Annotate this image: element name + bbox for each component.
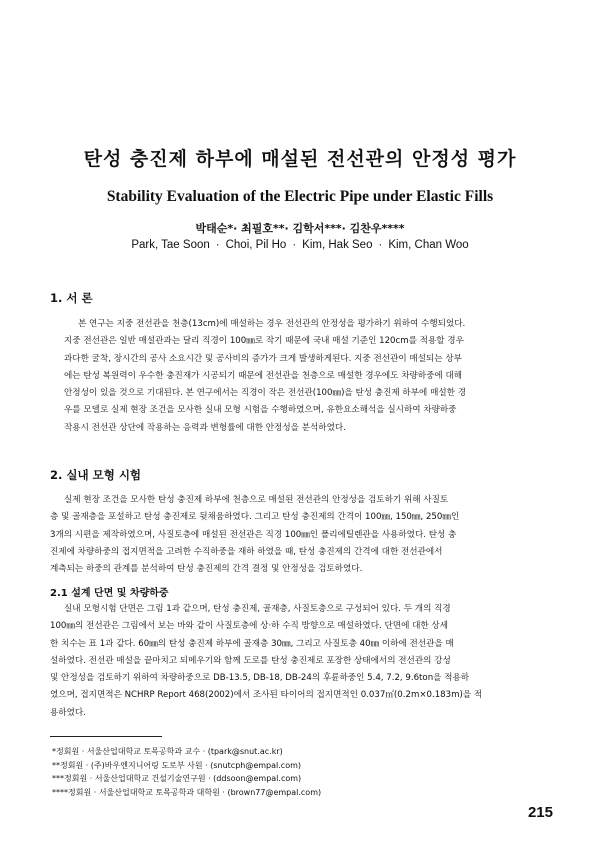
text-line: 실제 현장 조건을 모사한 탄성 충진제 하부에 천층으로 매설된 전선관의 안정성을 검토하기 위해 사질토 xyxy=(64,495,449,505)
text-line: 및 안정성을 검토하기 위하여 차량하중으로 DB-13.5, DB-18, DB-24의 후륜하중인 5.4, 7.2, 9.6ton을 적용하 xyxy=(50,673,470,684)
author-name: Choi, Pil Ho xyxy=(225,239,287,251)
page-number: 215 xyxy=(527,804,553,821)
section-heading-model-test: 2. 실내 모형 시험 xyxy=(50,468,142,482)
footnote-item: *정회원 · 서울산업대학교 토목공학과 교수 · (tpark@snut.ac.kr) xyxy=(52,747,283,756)
text-line: 층 및 골재층을 포설하고 탄성 충진제로 뒷채움하였다. 그리고 탄성 충진제의 간격이 100㎜, 150㎜, 250㎜인 xyxy=(50,512,460,523)
author-list-korean: 박태순*· 최필호**· 김학서***· 김찬우**** xyxy=(195,222,405,235)
author-separator: · xyxy=(292,239,297,251)
subsection-heading-design-section: 2.1 설계 단면 및 차량하중 xyxy=(50,588,169,599)
text-line: 3개의 시편을 제작하였으며, 사질토층에 매설된 전선관은 직경 100㎜인 폴리에틸렌관을 사용하였다. 탄성 충 xyxy=(50,529,457,540)
section-paragraph xyxy=(50,601,553,722)
text-line: 과다한 굴착, 장시간의 공사 소요시간 및 공사비의 증가가 크게 발생하게된다. 지중 전선관이 매설되는 상부 xyxy=(64,353,462,364)
author-list-english xyxy=(0,239,600,251)
footnote-item: ****정회원 · 서울산업대학교 토목공학과 대학원 · (brown77@empal.com) xyxy=(52,787,322,797)
text-line: 진제에 차량하중의 접지면적을 고려한 수직하중을 재하 하였을 때, 탄성 충진제의 간격에 대한 전선관에서 xyxy=(50,546,443,557)
author-name: Kim, Hak Seo xyxy=(302,239,373,251)
text-line: 한 치수는 표 1과 같다. 60㎜의 탄성 충진제 하부에 골재층 30㎜, 그리고 사질토층 40㎜ 이하에 전선관을 매 xyxy=(50,638,454,649)
section-paragraph xyxy=(50,316,553,437)
text-line: 지중 전선관은 일반 매설관과는 달리 직경이 100㎜로 작기 때문에 국내 매설 기준인 120cm를 적용할 경우 xyxy=(64,336,464,347)
text-line: 본 연구는 지중 전선관을 천층(13cm)에 매설하는 경우 전선관의 안정성을 평가하기 위하여 수행되었다. xyxy=(78,319,466,329)
footnote-item: ***정회원 · 서울산업대학교 건설기술연구원 · (ddsoon@empal.com) xyxy=(52,774,302,783)
footnote-divider xyxy=(50,736,162,737)
footnote-list xyxy=(52,745,321,799)
text-line: 우를 모델로 실제 현장 조건을 모사한 실내 모형 시험을 수행하였으며, 유한요소해석을 실시하여 차량하중 xyxy=(64,405,457,416)
text-line: 실내 모형시험 단면은 그림 1과 같으며, 탄성 충진제, 골재층, 사질토층으로 구성되어 있다. 두 개의 직경 xyxy=(64,604,451,614)
author-name: Park, Tae Soon xyxy=(131,239,210,251)
text-line: 설하였다. 전선관 매설을 끝마치고 되메우기와 함께 도로를 탄성 충진제로 포장한 상태에서의 전선관의 강성 xyxy=(50,655,451,666)
text-line: 에는 탄성 복원력이 우수한 충진재가 시공되기 때문에 전선관을 천층으로 매설한 경우에도 차량하중에 대해 xyxy=(64,370,463,381)
author-name: Kim, Chan Woo xyxy=(388,239,469,251)
text-line: 였으며, 접지면적은 NCHRP Report 468(2002)에서 조사된 타이어의 접지면적인 0.037㎡(0.2m×0.183m)을 적 xyxy=(50,690,483,701)
author-separator: · xyxy=(215,239,220,251)
text-line: 계측되는 하중의 관계를 분석하여 탄성 충진제의 간격 결정 및 안정성을 검토하였다. xyxy=(50,564,363,575)
text-line: 용하였다. xyxy=(50,707,86,718)
text-line: 안정성이 있을 것으로 기대된다. 본 연구에서는 직경이 작은 전선관(100㎜)을 탄성 충진제 하부에 매설한 경 xyxy=(64,388,467,399)
paper-title-korean: 탄성 충진제 하부에 매설된 전선관의 안정성 평가 xyxy=(83,148,517,170)
text-line: 작용시 전선관 상단에 작용하는 응력과 변형률에 대한 안정성을 분석하였다. xyxy=(64,422,346,433)
text-line: 100㎜의 전선관은 그림에서 보는 바와 같이 사질토층에 상·하 수직 방향으로 매설하였다. 단면에 대한 상세 xyxy=(50,621,449,632)
footnote-item: **정회원 · (주)바우엔지니어링 도로부 사원 · (snutcph@empal.com) xyxy=(52,760,302,770)
paper-title-english: Stability Evaluation of the Electric Pipe under Elastic Fills xyxy=(106,188,494,205)
author-separator: · xyxy=(378,239,383,251)
section-heading-introduction: 1. 서 론 xyxy=(50,291,93,305)
section-paragraph xyxy=(50,492,553,578)
